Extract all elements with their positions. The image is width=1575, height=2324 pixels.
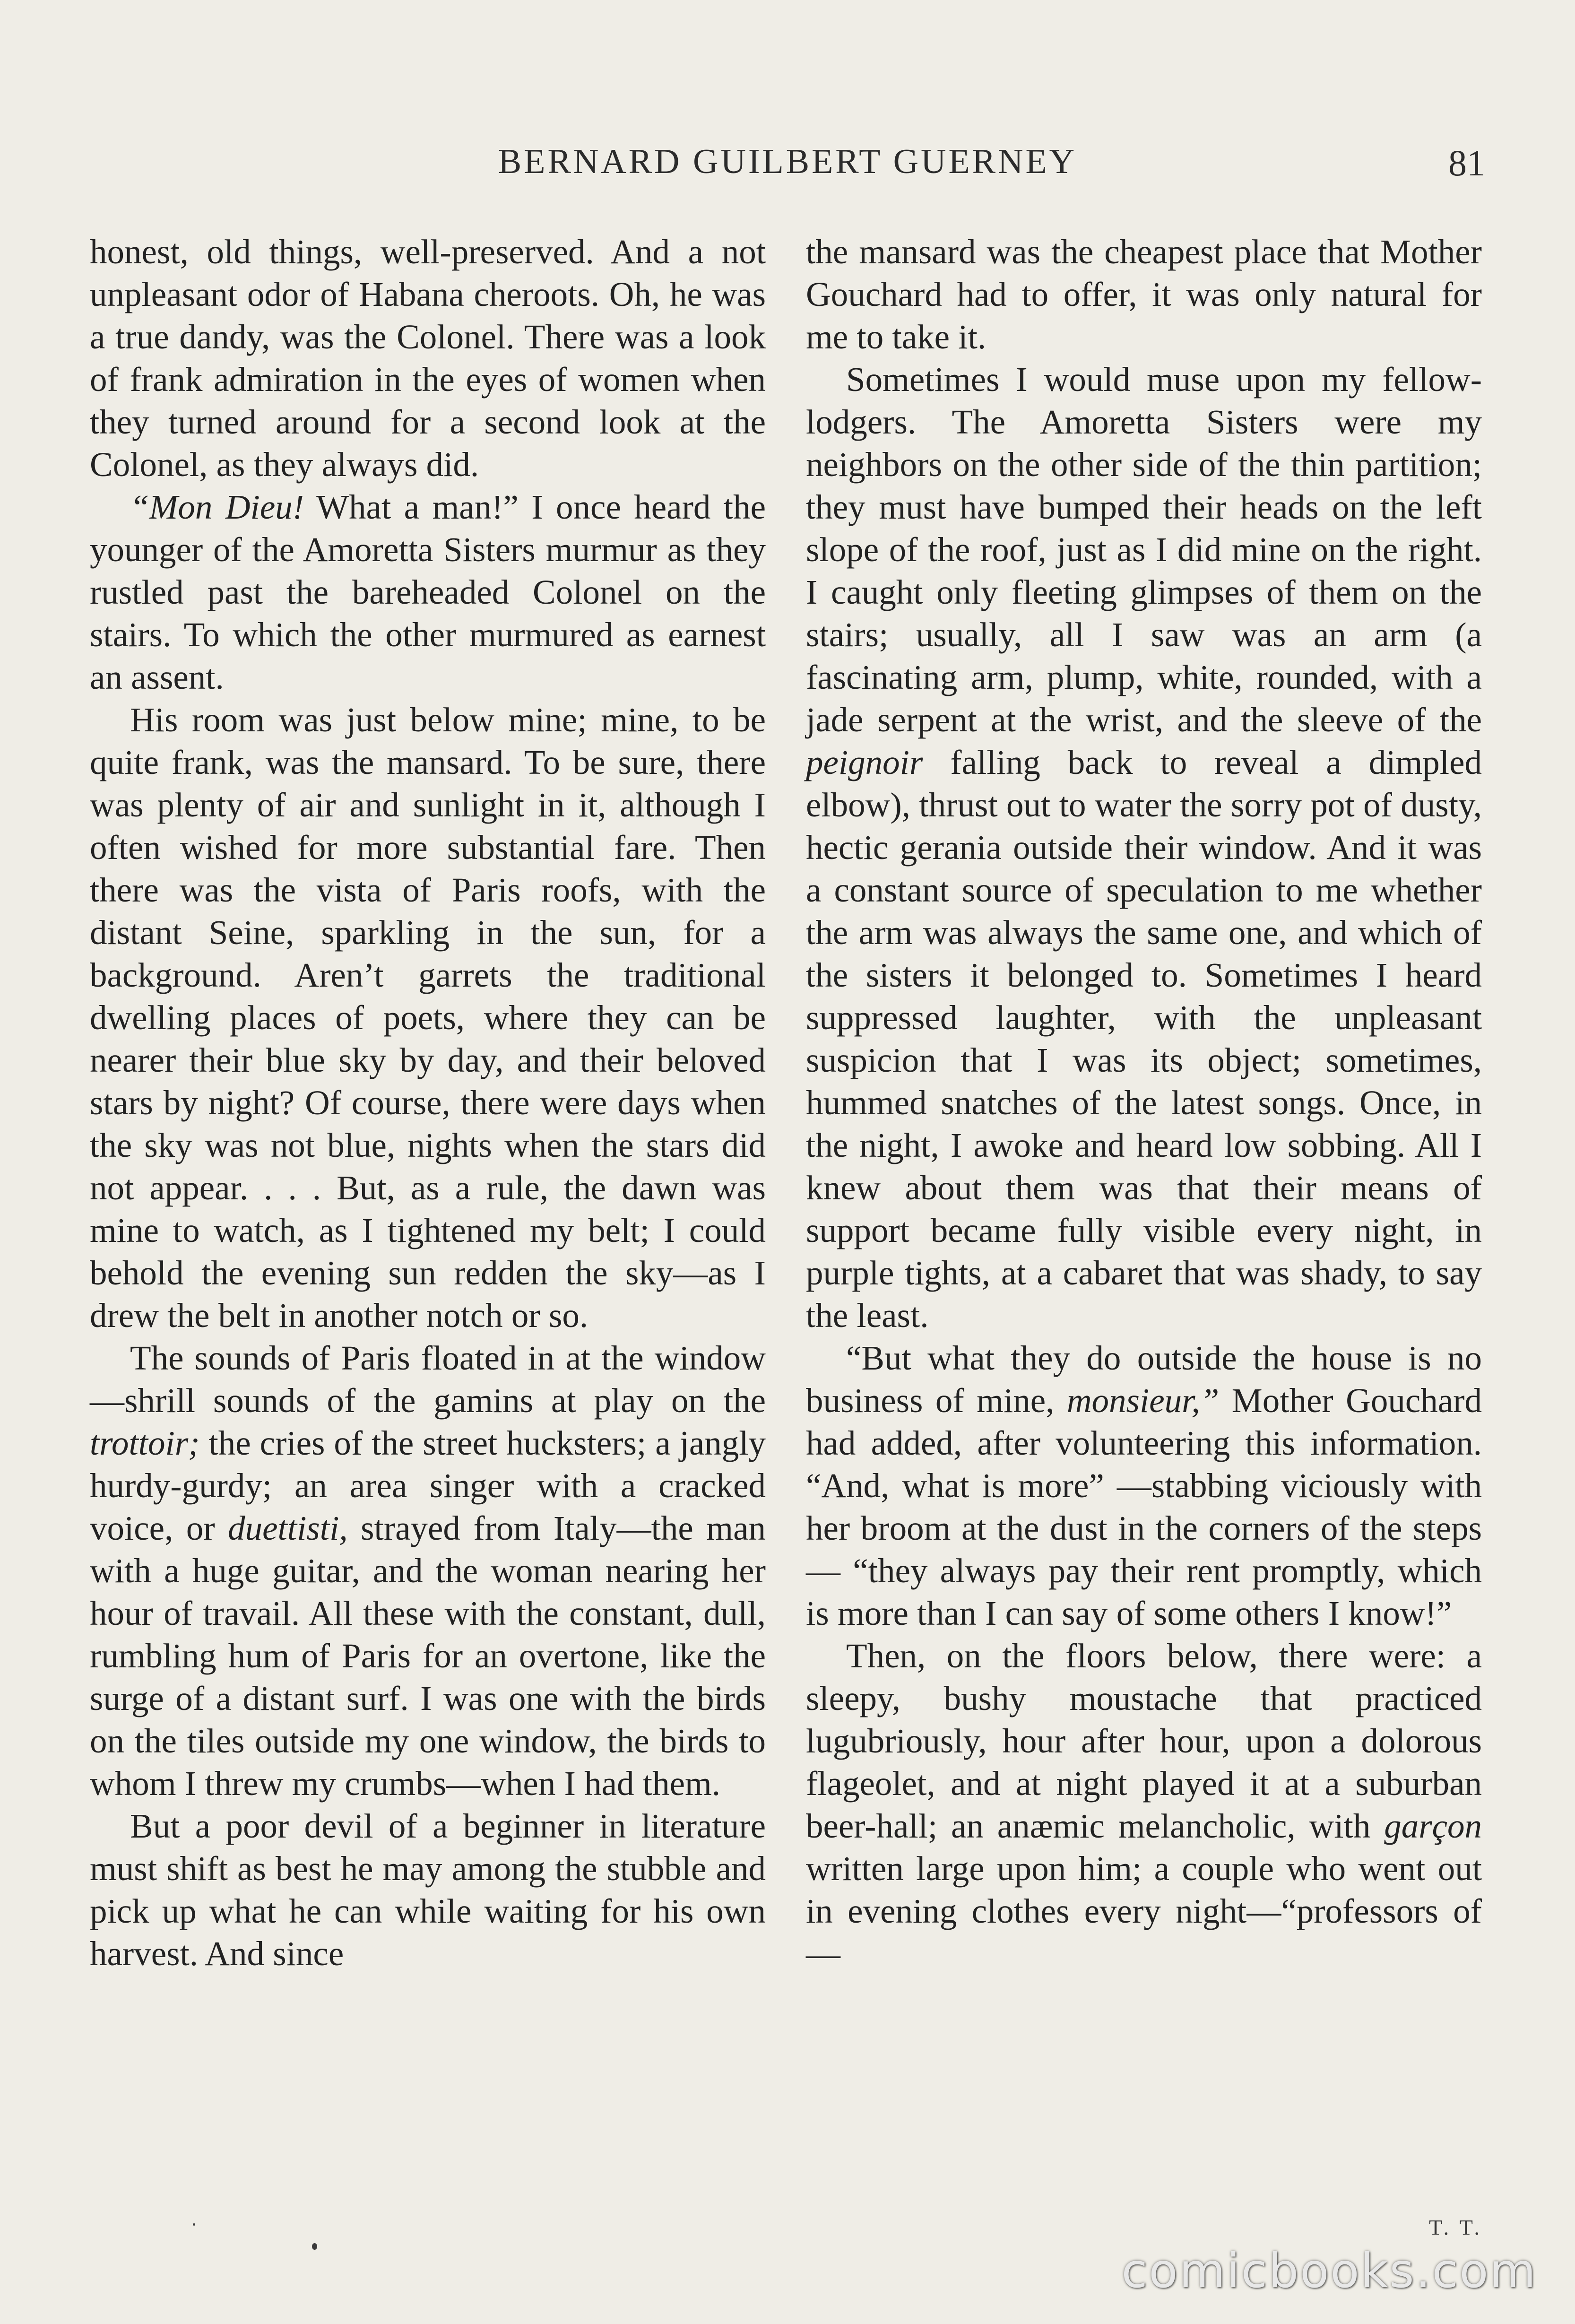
right-column xyxy=(806,231,1482,1975)
page-number: 81 xyxy=(1448,142,1485,183)
paragraph: But a poor devil of a beginner in literature must shift as best he may among the stubble and pick up what he can while waiting for his own harvest. And since xyxy=(90,1807,766,1973)
paragraph: His room was just below mine; mine, to be quite frank, was the mansard. To be sure, there was plenty of air and sunlight in it, although I often wished for more substantial fare. Then there was the vista of Paris roofs, with the distant Seine, sparkling in the sun, for a background. Aren’t garrets the traditional dwelling places of poets, where they can be nearer their blue sky by day, and their beloved stars by night? Of course, there were days when the sky was not blue, nights when the stars did not appear. . . . But, as a rule, the dawn was mine to watch, as I tightened my belt; I could behold the evening sun redden the sky—as I drew the belt in another notch or so. xyxy=(90,701,766,1335)
italic-phrase: “Mon Dieu! xyxy=(130,488,304,526)
paragraph-text: the cries of the street hucksters; a jangly hurdy-gurdy; an area singer with a cracked voice, or xyxy=(90,1424,766,1547)
paragraph xyxy=(806,1337,1482,1635)
paragraph-text: “But what they do outside the house is no business of mine, xyxy=(806,1339,1482,1420)
paragraph-text: Mother Gouchard had added, after volunteering this information. “And, what is more” —stabbing viciously with her broom at the dust in the corners of the steps— “they always pay their rent promptly, which is more than I can say of some others I know!” xyxy=(806,1381,1482,1632)
paragraph-text: Then, on the floors below, there were: a sleepy, bushy moustache that practiced lugubriously, hour after hour, upon a dolorous flageolet, and at night played it at a suburban beer-hall; an anæmic melancholic, with xyxy=(806,1637,1482,1845)
paragraph xyxy=(90,1337,766,1805)
paragraph-text: falling back to reveal a dimpled elbow), thrust out to water the sorry pot of dusty, hectic gerania outside their window. And it was a constant source of speculation to me whether the arm was always the same one, and which of the sisters it belonged to. Sometimes I heard suppressed laughter, with the unpleasant suspicion that I was its object; sometimes, hummed snatches of the latest songs. Once, in the night, I awoke and heard low sobbing. All I knew about them was that their means of support became fully visible every night, in purple tights, at a cabaret that was shady, to say the least. xyxy=(806,743,1482,1335)
ink-speck xyxy=(312,2243,317,2250)
paragraph xyxy=(806,1635,1482,1975)
paragraph-text: strayed from Italy—the man with a huge guitar, and the woman nearing her hour of travail. All these with the constant, dull, rumbling hum of Paris for an overtone, like the surge of a distant surf. I was one with the birds on the tiles outside my one window, the birds to whom I threw my crumbs—when I had them. xyxy=(90,1509,766,1803)
paragraph: honest, old things, well-preserved. And a not unpleasant odor of Habana cheroots. Oh, he was a true dandy, was the Colonel. There was a look of frank admiration in the eyes of women when they turned around for a second look at the Colonel, as they always did. xyxy=(90,233,766,484)
italic-word: garçon xyxy=(1384,1807,1482,1845)
ink-speck xyxy=(193,2223,195,2226)
italic-word: peignoir xyxy=(806,743,923,781)
italic-word: monsieur,” xyxy=(1066,1381,1220,1420)
paragraph: the mansard was the cheapest place that Mother Gouchard had to offer, it was only natural for me to take it. xyxy=(806,233,1482,356)
printer-mark: T. T. xyxy=(1428,2215,1482,2239)
page-header xyxy=(0,142,1575,194)
paragraph xyxy=(90,486,766,699)
watermark: comicbooks.com xyxy=(1121,2243,1537,2298)
italic-word: duettisti, xyxy=(228,1509,348,1547)
paragraph-text: What a man!” I once heard the younger of the Amoretta Sisters murmur as they rustled past the bareheaded Colonel on the stairs. To which the other murmured as earnest an assent. xyxy=(90,488,766,696)
running-head: BERNARD GUILBERT GUERNEY xyxy=(498,142,1077,181)
paragraph xyxy=(806,358,1482,1337)
paragraph-text: Sometimes I would muse upon my fellow-lodgers. The Amoretta Sisters were my neighbors on the other side of the thin partition; they must have bumped their heads on the left slope of the roof, just as I did mine on the right. I caught only fleeting glimpses of them on the stairs; usually, all I saw was an arm (a fascinating arm, plump, white, rounded, with a jade serpent at the wrist, and the sleeve of the xyxy=(806,360,1482,739)
italic-word: trottoir; xyxy=(90,1424,200,1462)
paragraph-text: written large upon him; a couple who went out in evening clothes every night—“professors of— xyxy=(806,1849,1482,1973)
left-column xyxy=(90,231,766,1975)
paragraph-text: The sounds of Paris floated in at the window—shrill sounds of the gamins at play on the xyxy=(90,1339,766,1420)
